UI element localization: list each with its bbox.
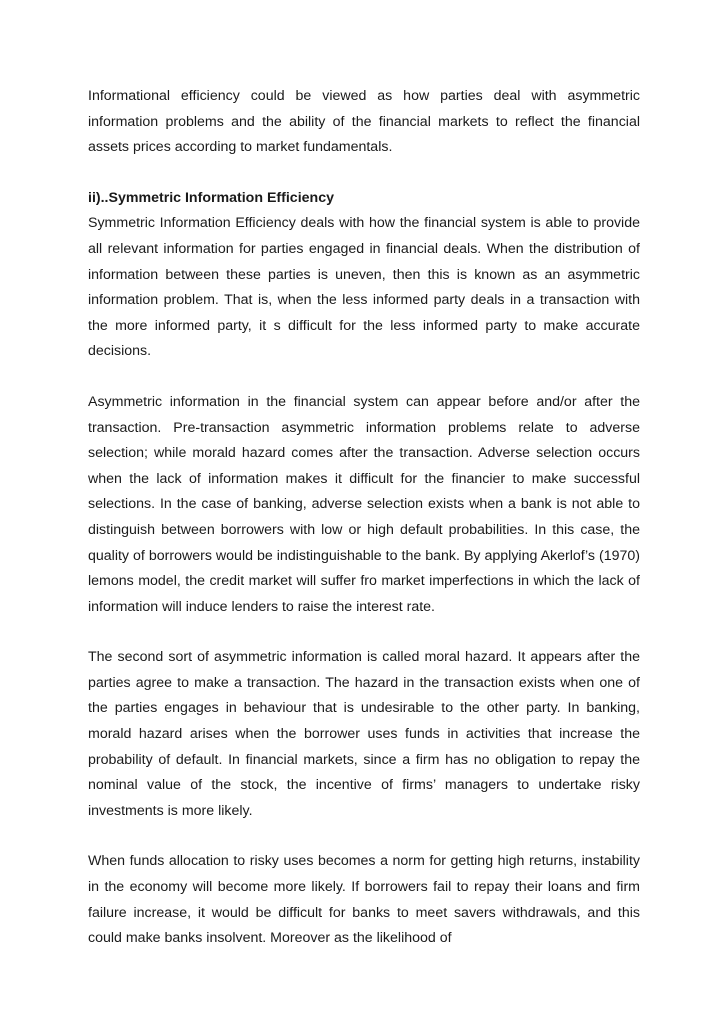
paragraph-risky-allocation: When funds allocation to risky uses becomes a norm for getting high returns, instability in the economy will become more likely. If borrowers fail to repay their loans and firm failure increase, it would be difficult for banks to meet savers withdrawals, and this could make banks insolvent. Moreover as the likelihood of [88,853,640,947]
paragraph-moral-hazard: The second sort of asymmetric information is called moral hazard. It appears after the parties agree to make a transaction. The hazard in the transaction exists when one of the parties engages in behaviour that is undesirable to the other party. In banking, morald hazard arises when the borrower uses funds in activities that increase the probability of default. In financial markets, since a firm has no obligation to repay the nominal value of the stock, the incentive of firms’ managers to undertake risky investments is more likely. [88,649,640,819]
paragraph-informational-efficiency: Informational efficiency could be viewed as how parties deal with asymmetric information problems and the ability of the financial markets to reflect the financial assets prices according to market fundamentals. [88,88,640,156]
document-page [88,84,640,977]
paragraph-adverse-selection: Asymmetric information in the financial system can appear before and/or after the transaction. Pre-transaction asymmetric information problems relate to adverse selection; while morald hazard comes after the transaction. Adverse selection occurs when the lack of information makes it difficult for the financier to make successful selections. In the case of banking, adverse selection exists when a bank is not able to distinguish between borrowers with low or high default probabilities. In this case, the quality of borrowers would be indistinguishable to the bank. By applying Akerlof’s (1970) lemons model, the credit market will suffer fro market imperfections in which the lack of information will induce lenders to raise the interest rate. [88,393,640,615]
paragraph-symmetric-efficiency: Symmetric Information Efficiency deals with how the financial system is able to provide all relevant information for parties engaged in financial deals. When the distribution of information between these parties is uneven, then this is known as an asymmetric information problem. That is, when the less informed party deals in a transaction with the more informed party, it s difficult for the less informed party to make accurate decisions. [88,215,640,360]
section-heading: ii)..Symmetric Information Efficiency [88,189,334,206]
